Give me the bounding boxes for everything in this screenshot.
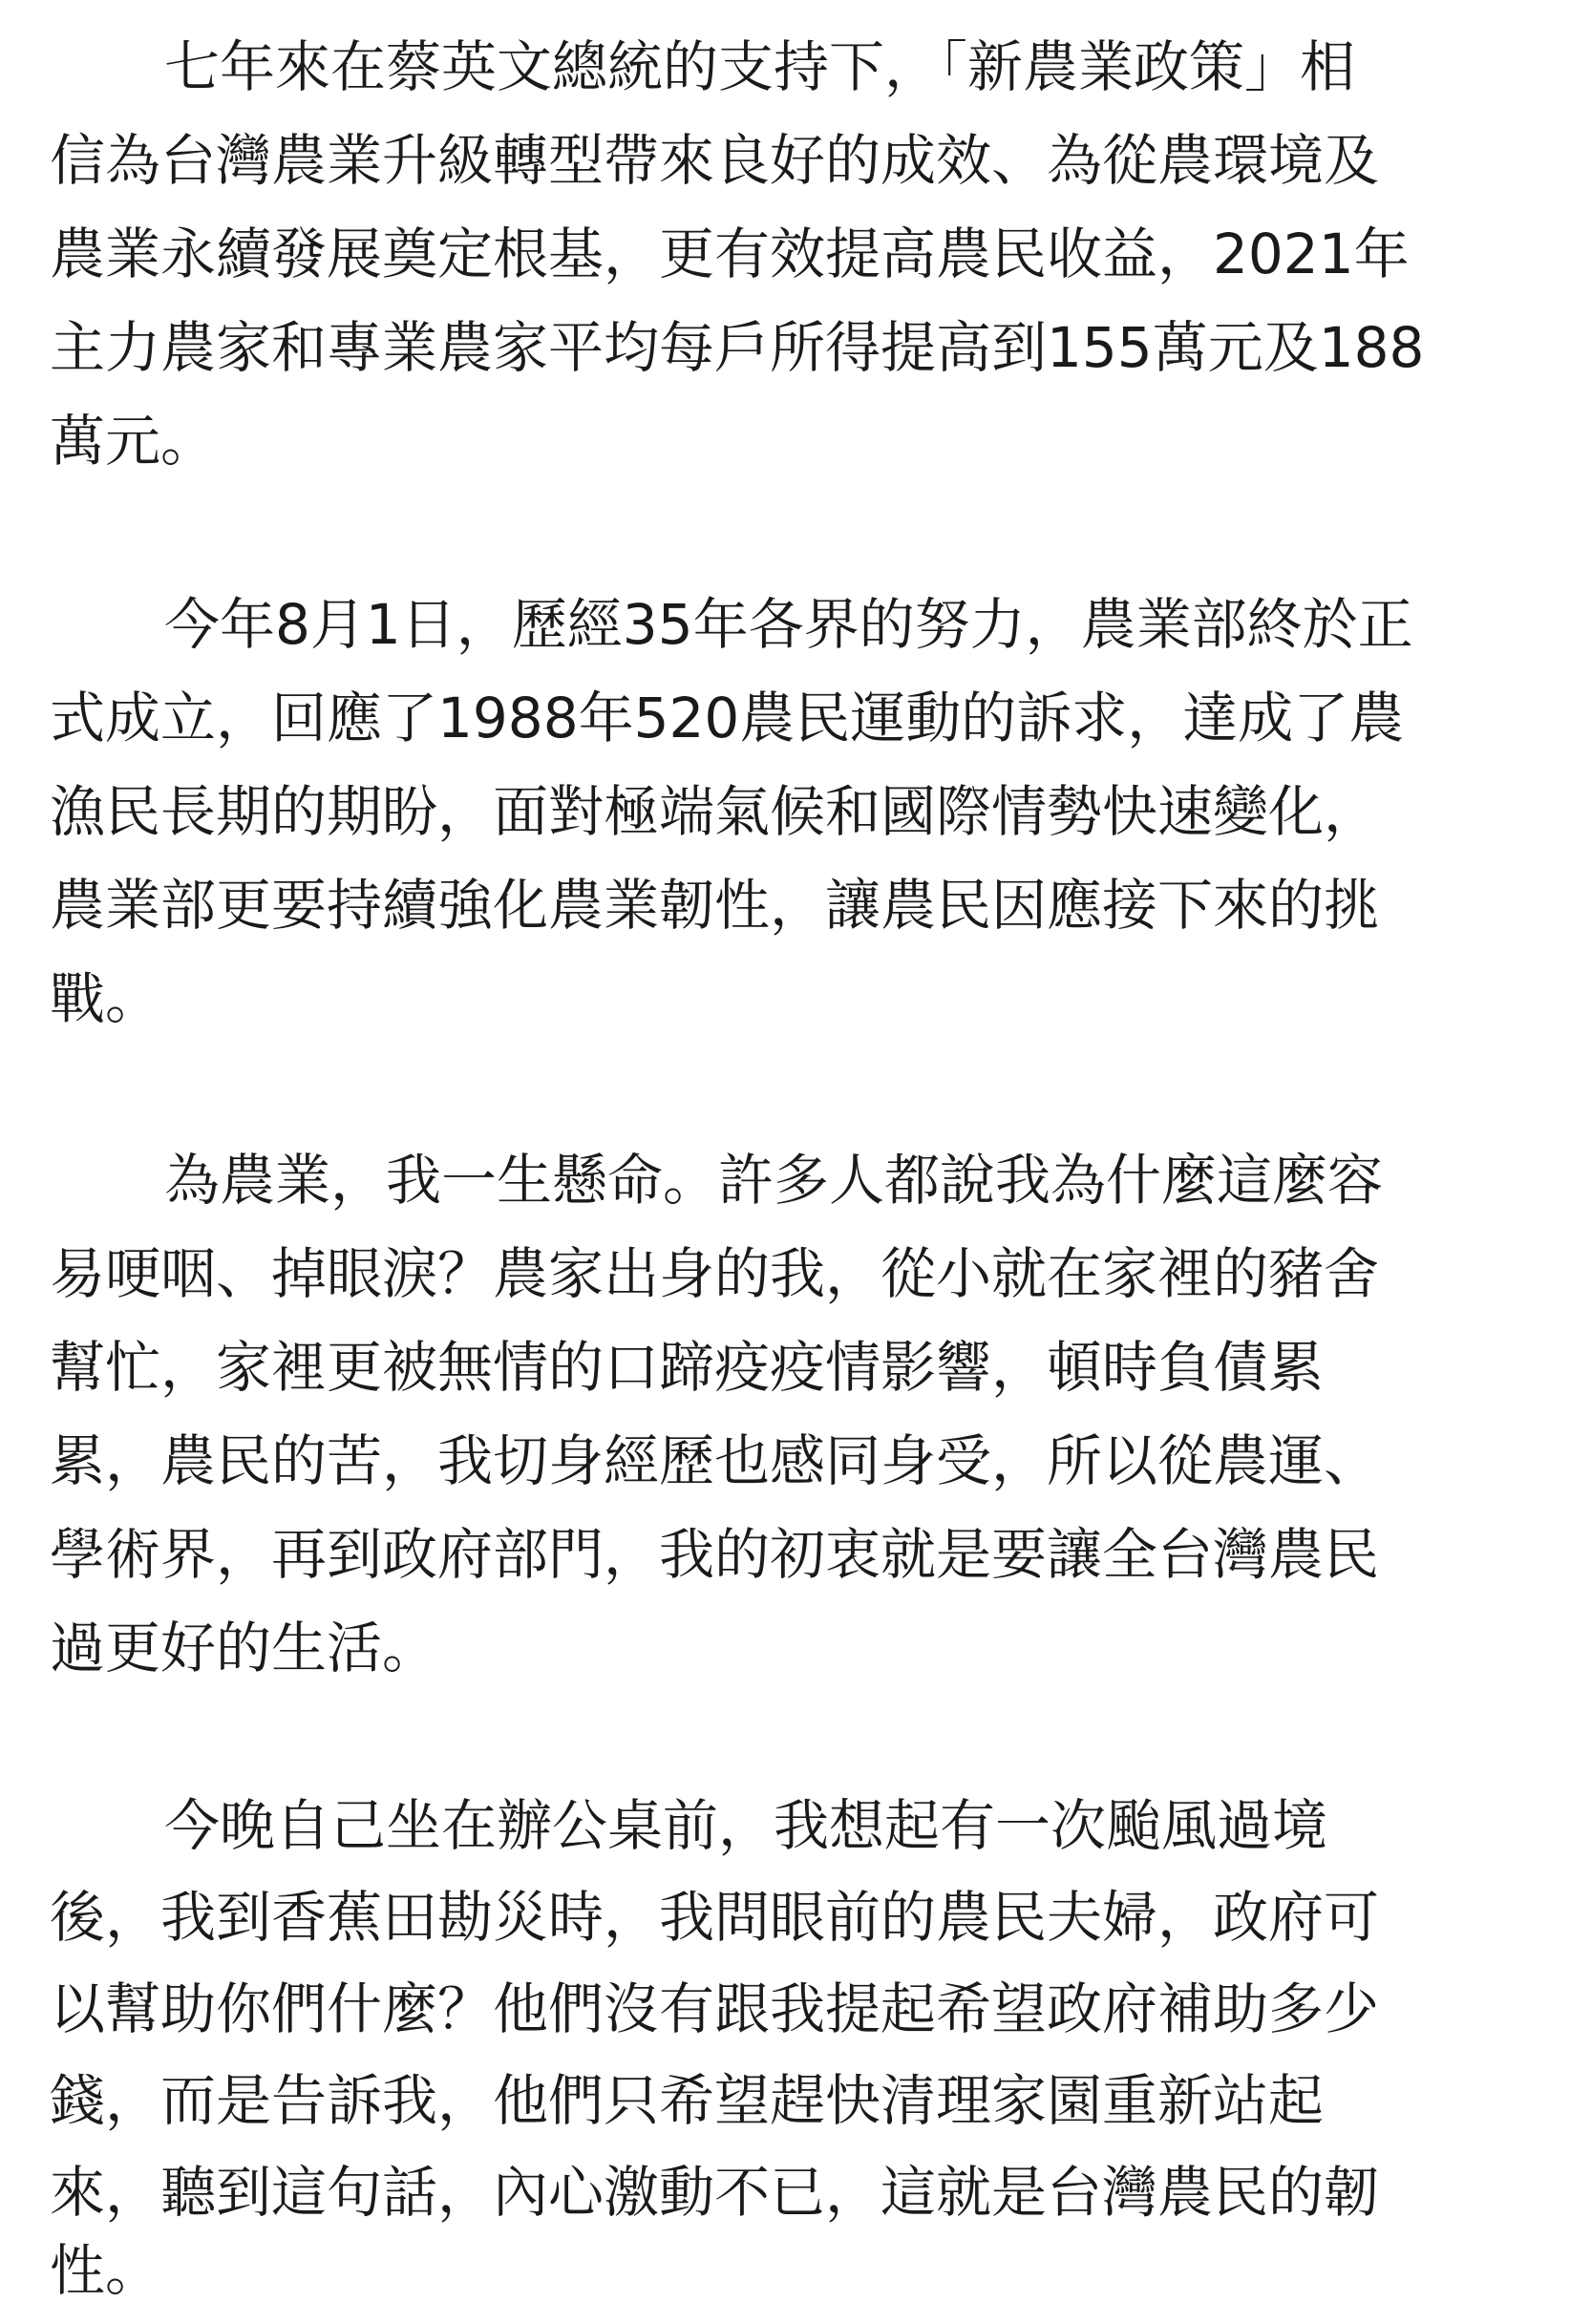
text-line: 今年8月1日，歷經35年各界的努力，農業部終於正 — [164, 592, 1413, 657]
text-line: 今晚自己坐在辦公桌前，我想起有一次颱風過境 — [164, 1793, 1328, 1858]
text-line: 主力農家和專業農家平均每戶所得提高到155萬元及188 — [50, 315, 1425, 380]
text-line: 後，我到香蕉田勘災時，我問眼前的農民夫婦，政府可 — [50, 1885, 1380, 1950]
text-line: 累，農民的苦，我切身經歷也感同身受，所以從農運、 — [50, 1428, 1380, 1493]
text-line: 幫忙，家裡更被無情的口蹄疫疫情影響，頓時負債累 — [50, 1335, 1325, 1400]
text-line: 性。 — [50, 2238, 161, 2303]
text-line: 戰。 — [50, 966, 161, 1031]
text-line: 信為台灣農業升級轉型帶來良好的成效、為從農環境及 — [50, 128, 1380, 193]
text-line: 漁民長期的期盼，面對極端氣候和國際情勢快速變化， — [50, 779, 1380, 844]
text-line: 七年來在蔡英文總統的支持下，「新農業政策」相 — [164, 34, 1356, 99]
text-line: 學術界，再到政府部門，我的初衷就是要讓全台灣農民 — [50, 1522, 1380, 1587]
text-line: 錢，而是告訴我，他們只希望趕快清理家園重新站起 — [50, 2068, 1325, 2133]
text-line: 為農業，我一生懸命。許多人都說我為什麼這麼容 — [164, 1148, 1384, 1213]
text-line: 農業永續發展奠定根基，更有效提高農民收益，2021年 — [50, 222, 1410, 286]
text-line: 來，聽到這句話，內心激動不已，這就是台灣農民的韌 — [50, 2160, 1380, 2225]
text-line: 過更好的生活。 — [50, 1616, 438, 1680]
text-line: 式成立，回應了1988年520農民運動的訴求，達成了農 — [50, 686, 1405, 750]
text-line: 易哽咽、掉眼淚？農家出身的我，從小就在家裡的豬舍 — [50, 1241, 1380, 1306]
text-line: 萬元。 — [50, 409, 217, 474]
text-line: 農業部更要持續強化農業韌性，讓農民因應接下來的挑 — [50, 873, 1380, 938]
text-line: 以幫助你們什麼？他們沒有跟我提起希望政府補助多少 — [50, 1976, 1380, 2041]
